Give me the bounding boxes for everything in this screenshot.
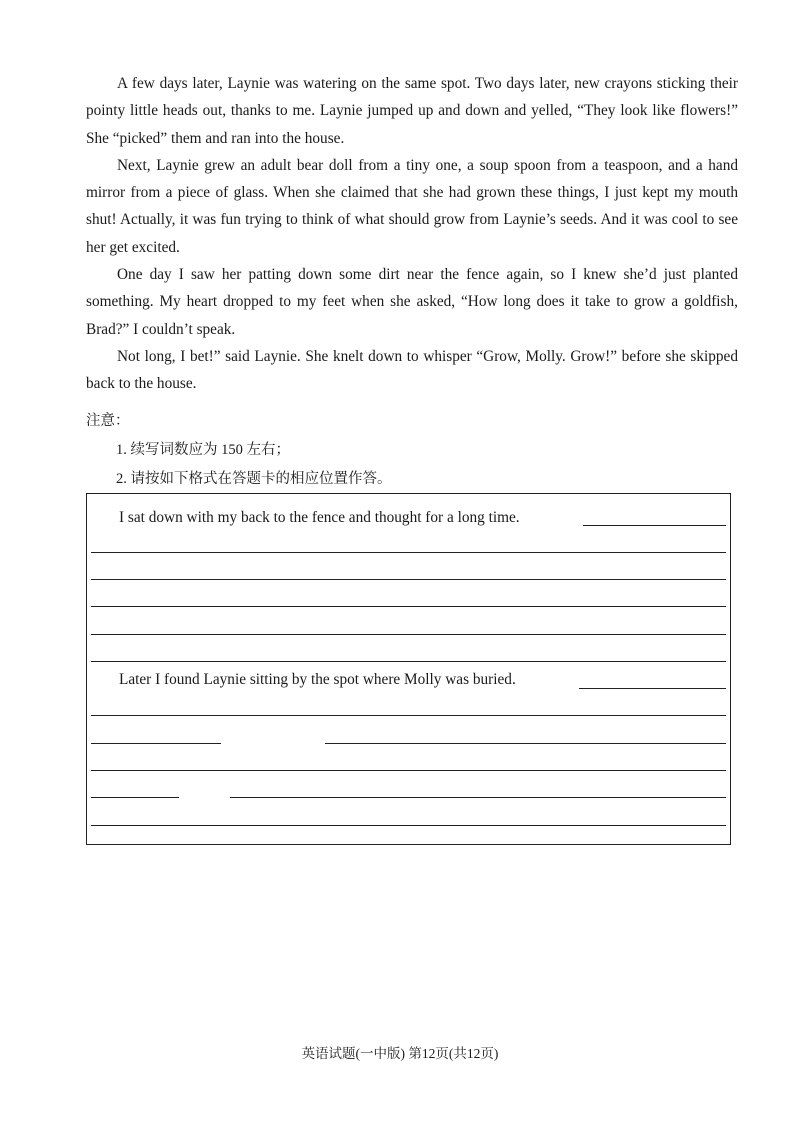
paragraph: Next, Laynie grew an adult bear doll from a tiny one, a soup spoon from a teaspoon, and a hand mirror from a piece of glass. When she claimed that she had grown these things, I just kept my mouth shut! Actually, it was fun trying to think of what should grow from Laynie’s seeds. And it was cool to see her get excited. — [86, 156, 738, 256]
writing-line[interactable] — [91, 743, 221, 744]
paragraph: Not long, I bet!” said Laynie. She knelt down to whisper “Grow, Molly. Grow!” before she skipped back to the house. — [86, 347, 738, 393]
paragraph: A few days later, Laynie was watering on the same spot. Two days later, new crayons sticking their pointy little heads out, thanks to me. Laynie jumped up and down and yelled, “They look like flowers!” She “picked” them and ran into the house. — [86, 75, 738, 147]
writing-line[interactable] — [91, 579, 726, 580]
writing-line[interactable] — [579, 688, 726, 689]
writing-line[interactable] — [91, 606, 726, 607]
instructions-heading: 注意： — [86, 413, 130, 429]
answer-box — [86, 493, 731, 845]
writing-line[interactable] — [91, 770, 726, 771]
instructions — [86, 407, 746, 494]
continuation-prompt-2: Later I found Laynie sitting by the spot where Molly was buried. — [119, 671, 516, 688]
writing-line[interactable] — [91, 715, 726, 716]
continuation-prompt-1: I sat down with my back to the fence and thought for a long time. — [119, 509, 520, 526]
writing-line[interactable] — [230, 797, 726, 798]
paragraph: One day I saw her patting down some dirt near the fence again, so I knew she’d just planted something. My heart dropped to my feet when she asked, “How long does it take to grow a goldfish, Brad?” I couldn’t speak. — [86, 266, 738, 338]
instruction-item: 2. 请按如下格式在答题卡的相应位置作答。 — [116, 471, 392, 487]
writing-line[interactable] — [91, 661, 726, 662]
page-footer: 英语试题(一中版) 第12页(共12页) — [301, 1046, 499, 1061]
writing-line[interactable] — [583, 525, 726, 526]
writing-line[interactable] — [91, 634, 726, 635]
passage — [86, 70, 738, 398]
writing-line[interactable] — [91, 825, 726, 826]
instruction-item: 1. 续写词数应为 150 左右； — [116, 442, 290, 458]
writing-line[interactable] — [325, 743, 726, 744]
writing-line[interactable] — [91, 797, 179, 798]
writing-line[interactable] — [91, 552, 726, 553]
